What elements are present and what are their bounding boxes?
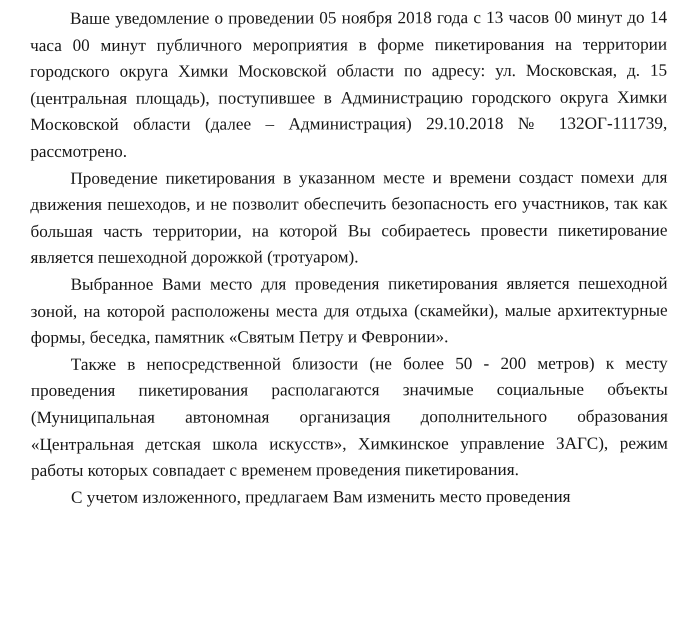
paragraph-1: Ваше уведомление о проведении 05 ноября 2018 года с 13 часов 00 минут до 14 часа 00 минут публичного мероприятия в форме пикетирования на территории городского округа Химки Московской области по адресу: ул. Московская, д. 15 (центральная площадь), поступившее в Администрацию городского округа Химки Московской области (далее – Администрация) 29.10.2018 № 132ОГ-111739, рассмотрено. [30, 7, 668, 161]
paragraph-4: Также в непосредственной близости (не более 50 - 200 метров) к месту проведения пикетирования располагаются значимые социальные объекты (Муниципальная автономная организация дополнительного образования «Центральная детская школа искусств», Химкинское управление ЗАГС), режим работы которых совпадает с временем проведения пикетирования. [30, 353, 668, 481]
paragraph-5: С учетом изложенного, предлагаем Вам изменить место проведения [71, 486, 571, 507]
document-body [30, 5, 668, 512]
paragraph-3: Выбранное Вами место для проведения пикетирования является пешеходной зоной, на которой расположены места для отдыха (скамейки), малые архитектурные формы, беседка, памятник «Святым Петру и Февронии». [30, 273, 668, 348]
paragraph-2: Проведение пикетирования в указанном месте и времени создаст помехи для движения пешеходов, и не позволит обеспечить безопасность его участников, так как большая часть территории, на которой Вы собираетесь провести пикетирование является пешеходной дорожкой (тротуаром). [30, 167, 668, 268]
